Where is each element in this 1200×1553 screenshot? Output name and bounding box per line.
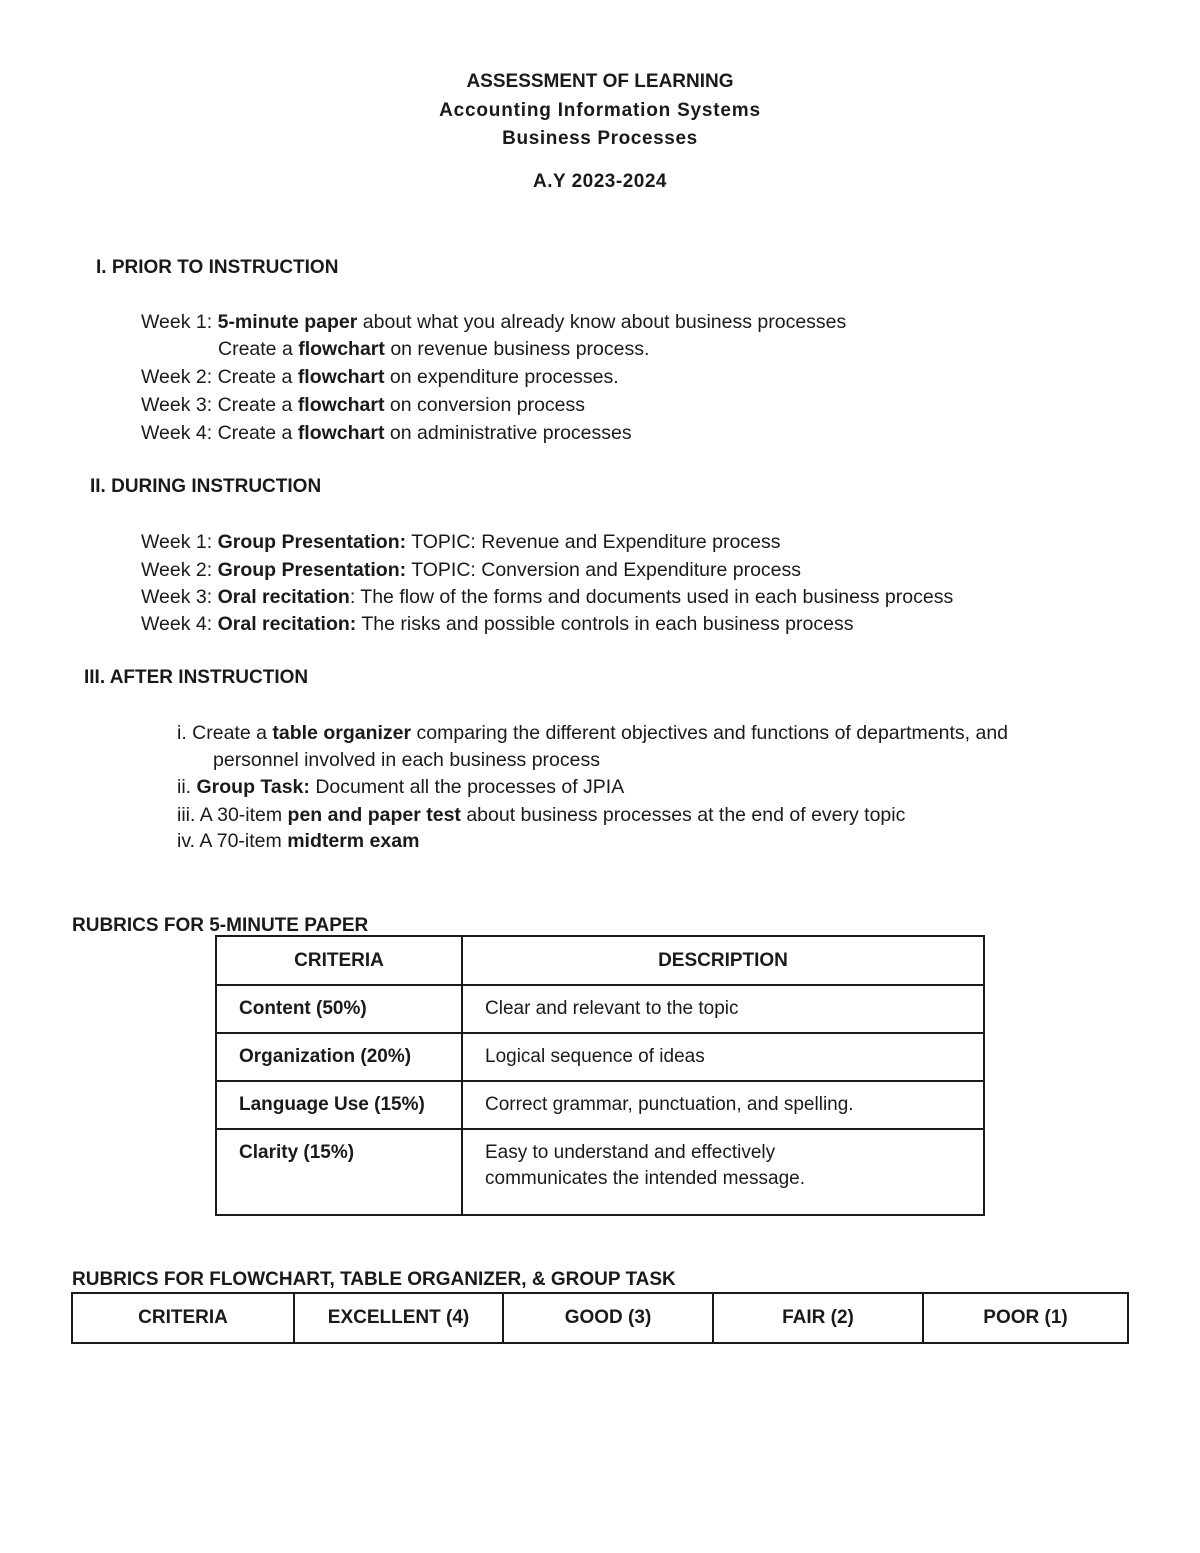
criteria-cell: Clarity (15%) bbox=[216, 1129, 462, 1215]
during-line-week4: Week 4: Oral recitation: The risks and possible controls in each business process bbox=[141, 613, 854, 635]
section-heading-during: II. DURING INSTRUCTION bbox=[90, 476, 322, 497]
after-line-i-cont: personnel involved in each business process bbox=[213, 749, 600, 771]
after-line-iii: iii. A 30-item pen and paper test about business processes at the end of every topic bbox=[177, 804, 906, 826]
rubric-flowchart-title: RUBRICS FOR FLOWCHART, TABLE ORGANIZER, & GROUP TASK bbox=[72, 1269, 676, 1290]
column-header-description: DESCRIPTION bbox=[462, 936, 984, 985]
table-row bbox=[216, 1129, 984, 1215]
prior-line-week3: Week 3: Create a flowchart on conversion process bbox=[141, 394, 586, 416]
column-header-criteria: CRITERIA bbox=[216, 936, 462, 985]
table-row bbox=[216, 1033, 984, 1081]
rubric-5min-table bbox=[215, 935, 985, 1216]
criteria-cell: Language Use (15%) bbox=[216, 1081, 462, 1129]
prior-line-week4: Week 4: Create a flowchart on administrative processes bbox=[141, 422, 632, 444]
table-header-row bbox=[72, 1293, 1128, 1343]
document-title: ASSESSMENT OF LEARNING bbox=[466, 71, 734, 92]
during-line-week3: Week 3: Oral recitation: The flow of the forms and documents used in each business process bbox=[141, 586, 954, 608]
prior-line-week1: Week 1: 5-minute paper about what you already know about business processes bbox=[141, 311, 847, 333]
column-header-poor: POOR (1) bbox=[923, 1293, 1128, 1343]
after-line-i: i. Create a table organizer comparing the different objectives and functions of departments, and bbox=[177, 722, 1009, 744]
academic-year: A.Y 2023-2024 bbox=[533, 171, 667, 192]
column-header-criteria: CRITERIA bbox=[72, 1293, 294, 1343]
topic-name: Business Processes bbox=[502, 128, 698, 149]
after-line-ii: ii. Group Task: Document all the processes of JPIA bbox=[177, 776, 625, 798]
table-row bbox=[216, 1081, 984, 1129]
description-line: Easy to understand and effectively bbox=[485, 1142, 776, 1163]
rubric-5min-title: RUBRICS FOR 5-MINUTE PAPER bbox=[72, 915, 369, 936]
description-line: communicates the intended message. bbox=[485, 1168, 806, 1189]
criteria-cell: Organization (20%) bbox=[216, 1033, 462, 1081]
table-header-row bbox=[216, 936, 984, 985]
prior-line-week1b: Create a flowchart on revenue business process. bbox=[218, 338, 650, 360]
table-row bbox=[216, 985, 984, 1033]
section-heading-prior: I. PRIOR TO INSTRUCTION bbox=[96, 257, 339, 278]
criteria-cell: Content (50%) bbox=[216, 985, 462, 1033]
column-header-excellent: EXCELLENT (4) bbox=[294, 1293, 503, 1343]
description-cell bbox=[462, 1129, 984, 1215]
column-header-good: GOOD (3) bbox=[503, 1293, 713, 1343]
during-line-week1: Week 1: Group Presentation: TOPIC: Revenue and Expenditure process bbox=[141, 531, 781, 553]
prior-line-week2: Week 2: Create a flowchart on expenditure processes. bbox=[141, 366, 619, 388]
rubric-flowchart-table bbox=[71, 1292, 1129, 1344]
description-cell: Correct grammar, punctuation, and spelling. bbox=[462, 1081, 984, 1129]
description-cell: Logical sequence of ideas bbox=[462, 1033, 984, 1081]
column-header-fair: FAIR (2) bbox=[713, 1293, 923, 1343]
description-cell: Clear and relevant to the topic bbox=[462, 985, 984, 1033]
during-line-week2: Week 2: Group Presentation: TOPIC: Conversion and Expenditure process bbox=[141, 559, 802, 581]
course-name: Accounting Information Systems bbox=[439, 100, 761, 121]
after-line-iv: iv. A 70-item midterm exam bbox=[177, 830, 420, 852]
section-heading-after: III. AFTER INSTRUCTION bbox=[84, 667, 309, 688]
